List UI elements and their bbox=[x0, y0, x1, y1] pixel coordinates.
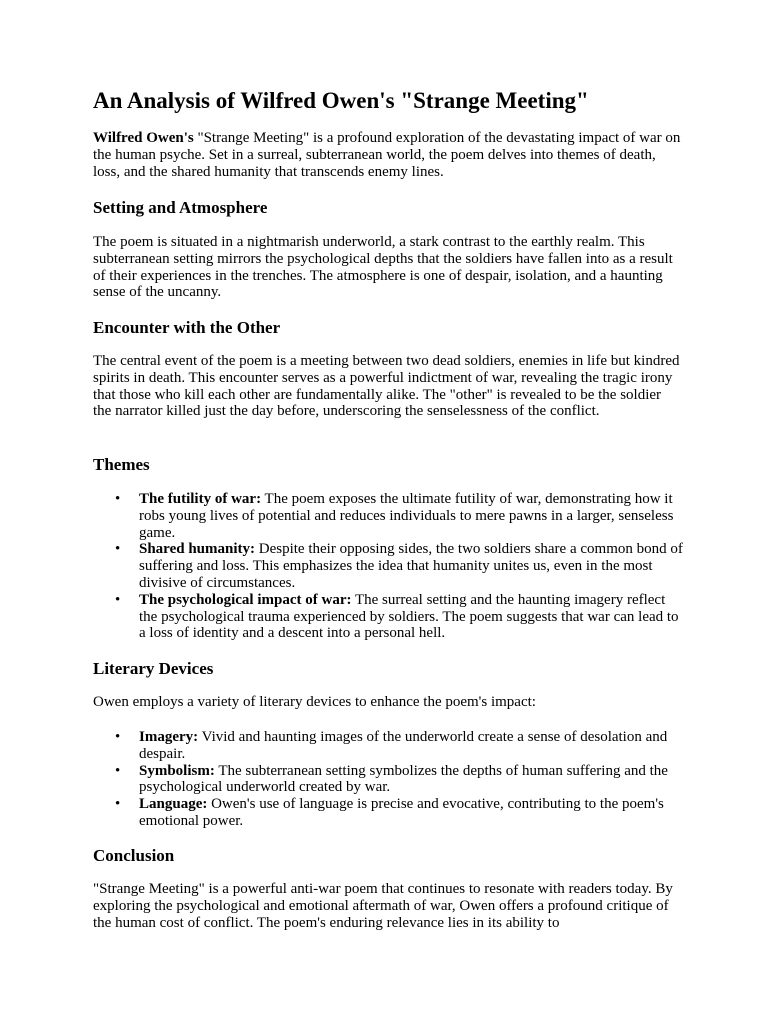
devices-intro: Owen employs a variety of literary devices to enhance the poem's impact: bbox=[93, 694, 536, 710]
list-item-term: Imagery: bbox=[139, 729, 199, 745]
list-item-text: The surreal setting and the haunting imagery reflect the psychological trauma experienced by soldiers. The poem suggests that war can lead to a loss of identity and a descent into a personal hell. bbox=[139, 591, 679, 642]
document-title: An Analysis of Wilfred Owen's "Strange Meeting" bbox=[93, 88, 589, 113]
encounter-heading: Encounter with the Other bbox=[93, 318, 281, 337]
list-item bbox=[93, 796, 683, 830]
conclusion-heading: Conclusion bbox=[93, 846, 175, 865]
list-item-term: The futility of war: bbox=[139, 491, 262, 507]
list-item-text: The subterranean setting symbolizes the depths of human suffering and the psychological underworld created by war. bbox=[139, 762, 668, 796]
list-item bbox=[93, 491, 683, 541]
list-item-text: The poem exposes the ultimate futility of war, demonstrating how it robs young lives of potential and reduces individuals to mere pawns in a larger, senseless game. bbox=[139, 491, 674, 541]
setting-paragraph: The poem is situated in a nightmarish underworld, a stark contrast to the earthly realm. This subterranean setting mirrors the psychological depths that the soldiers have fallen into as a result of their experiences in the trenches. The atmosphere is one of despair, isolation, and a haunting sense of the uncanny. bbox=[93, 234, 673, 301]
list-item-term: The psychological impact of war: bbox=[139, 591, 352, 608]
setting-heading: Setting and Atmosphere bbox=[93, 198, 268, 217]
list-item bbox=[93, 592, 683, 642]
intro-text: "Strange Meeting" is a profound exploration of the devastating impact of war on the human psyche. Set in a surreal, subterranean world, the poem delves into themes of death, loss, and the shared humanity that transcends enemy lines. bbox=[93, 130, 681, 180]
themes-list bbox=[93, 491, 683, 642]
list-item-term: Symbolism: bbox=[139, 762, 215, 779]
devices-list bbox=[93, 729, 683, 830]
list-item-term: Shared humanity: bbox=[139, 541, 256, 558]
intro-author: Wilfred Owen's bbox=[93, 130, 194, 146]
list-item bbox=[93, 729, 683, 763]
encounter-paragraph: The central event of the poem is a meeting between two dead soldiers, enemies in life but kindred spirits in death. This encounter serves as a powerful indictment of war, revealing the tragic irony that those who kill each other are fundamentally alike. The "other" is revealed to be the soldier the narrator killed just the day before, underscoring the senselessness of the conflict. bbox=[93, 353, 680, 420]
list-item bbox=[93, 763, 683, 797]
intro-paragraph bbox=[93, 130, 683, 180]
list-item-text: Despite their opposing sides, the two soldiers share a common bond of suffering and loss. This emphasizes the idea that humanity unites us, even in the most divisive of circumstances. bbox=[139, 541, 683, 591]
conclusion-paragraph: "Strange Meeting" is a powerful anti-war poem that continues to resonate with readers today. By exploring the psychological and emotional aftermath of war, Owen offers a profound critique of the human cost of conflict. The poem's enduring relevance lies in its ability to bbox=[93, 881, 673, 931]
list-item bbox=[93, 541, 683, 591]
list-item-term: Language: bbox=[139, 796, 208, 813]
themes-heading: Themes bbox=[93, 455, 150, 474]
devices-heading: Literary Devices bbox=[93, 659, 214, 678]
list-item-text: Owen's use of language is precise and evocative, contributing to the poem's emotional power. bbox=[139, 796, 664, 829]
list-item-text: Vivid and haunting images of the underworld create a sense of desolation and despair. bbox=[139, 729, 668, 762]
